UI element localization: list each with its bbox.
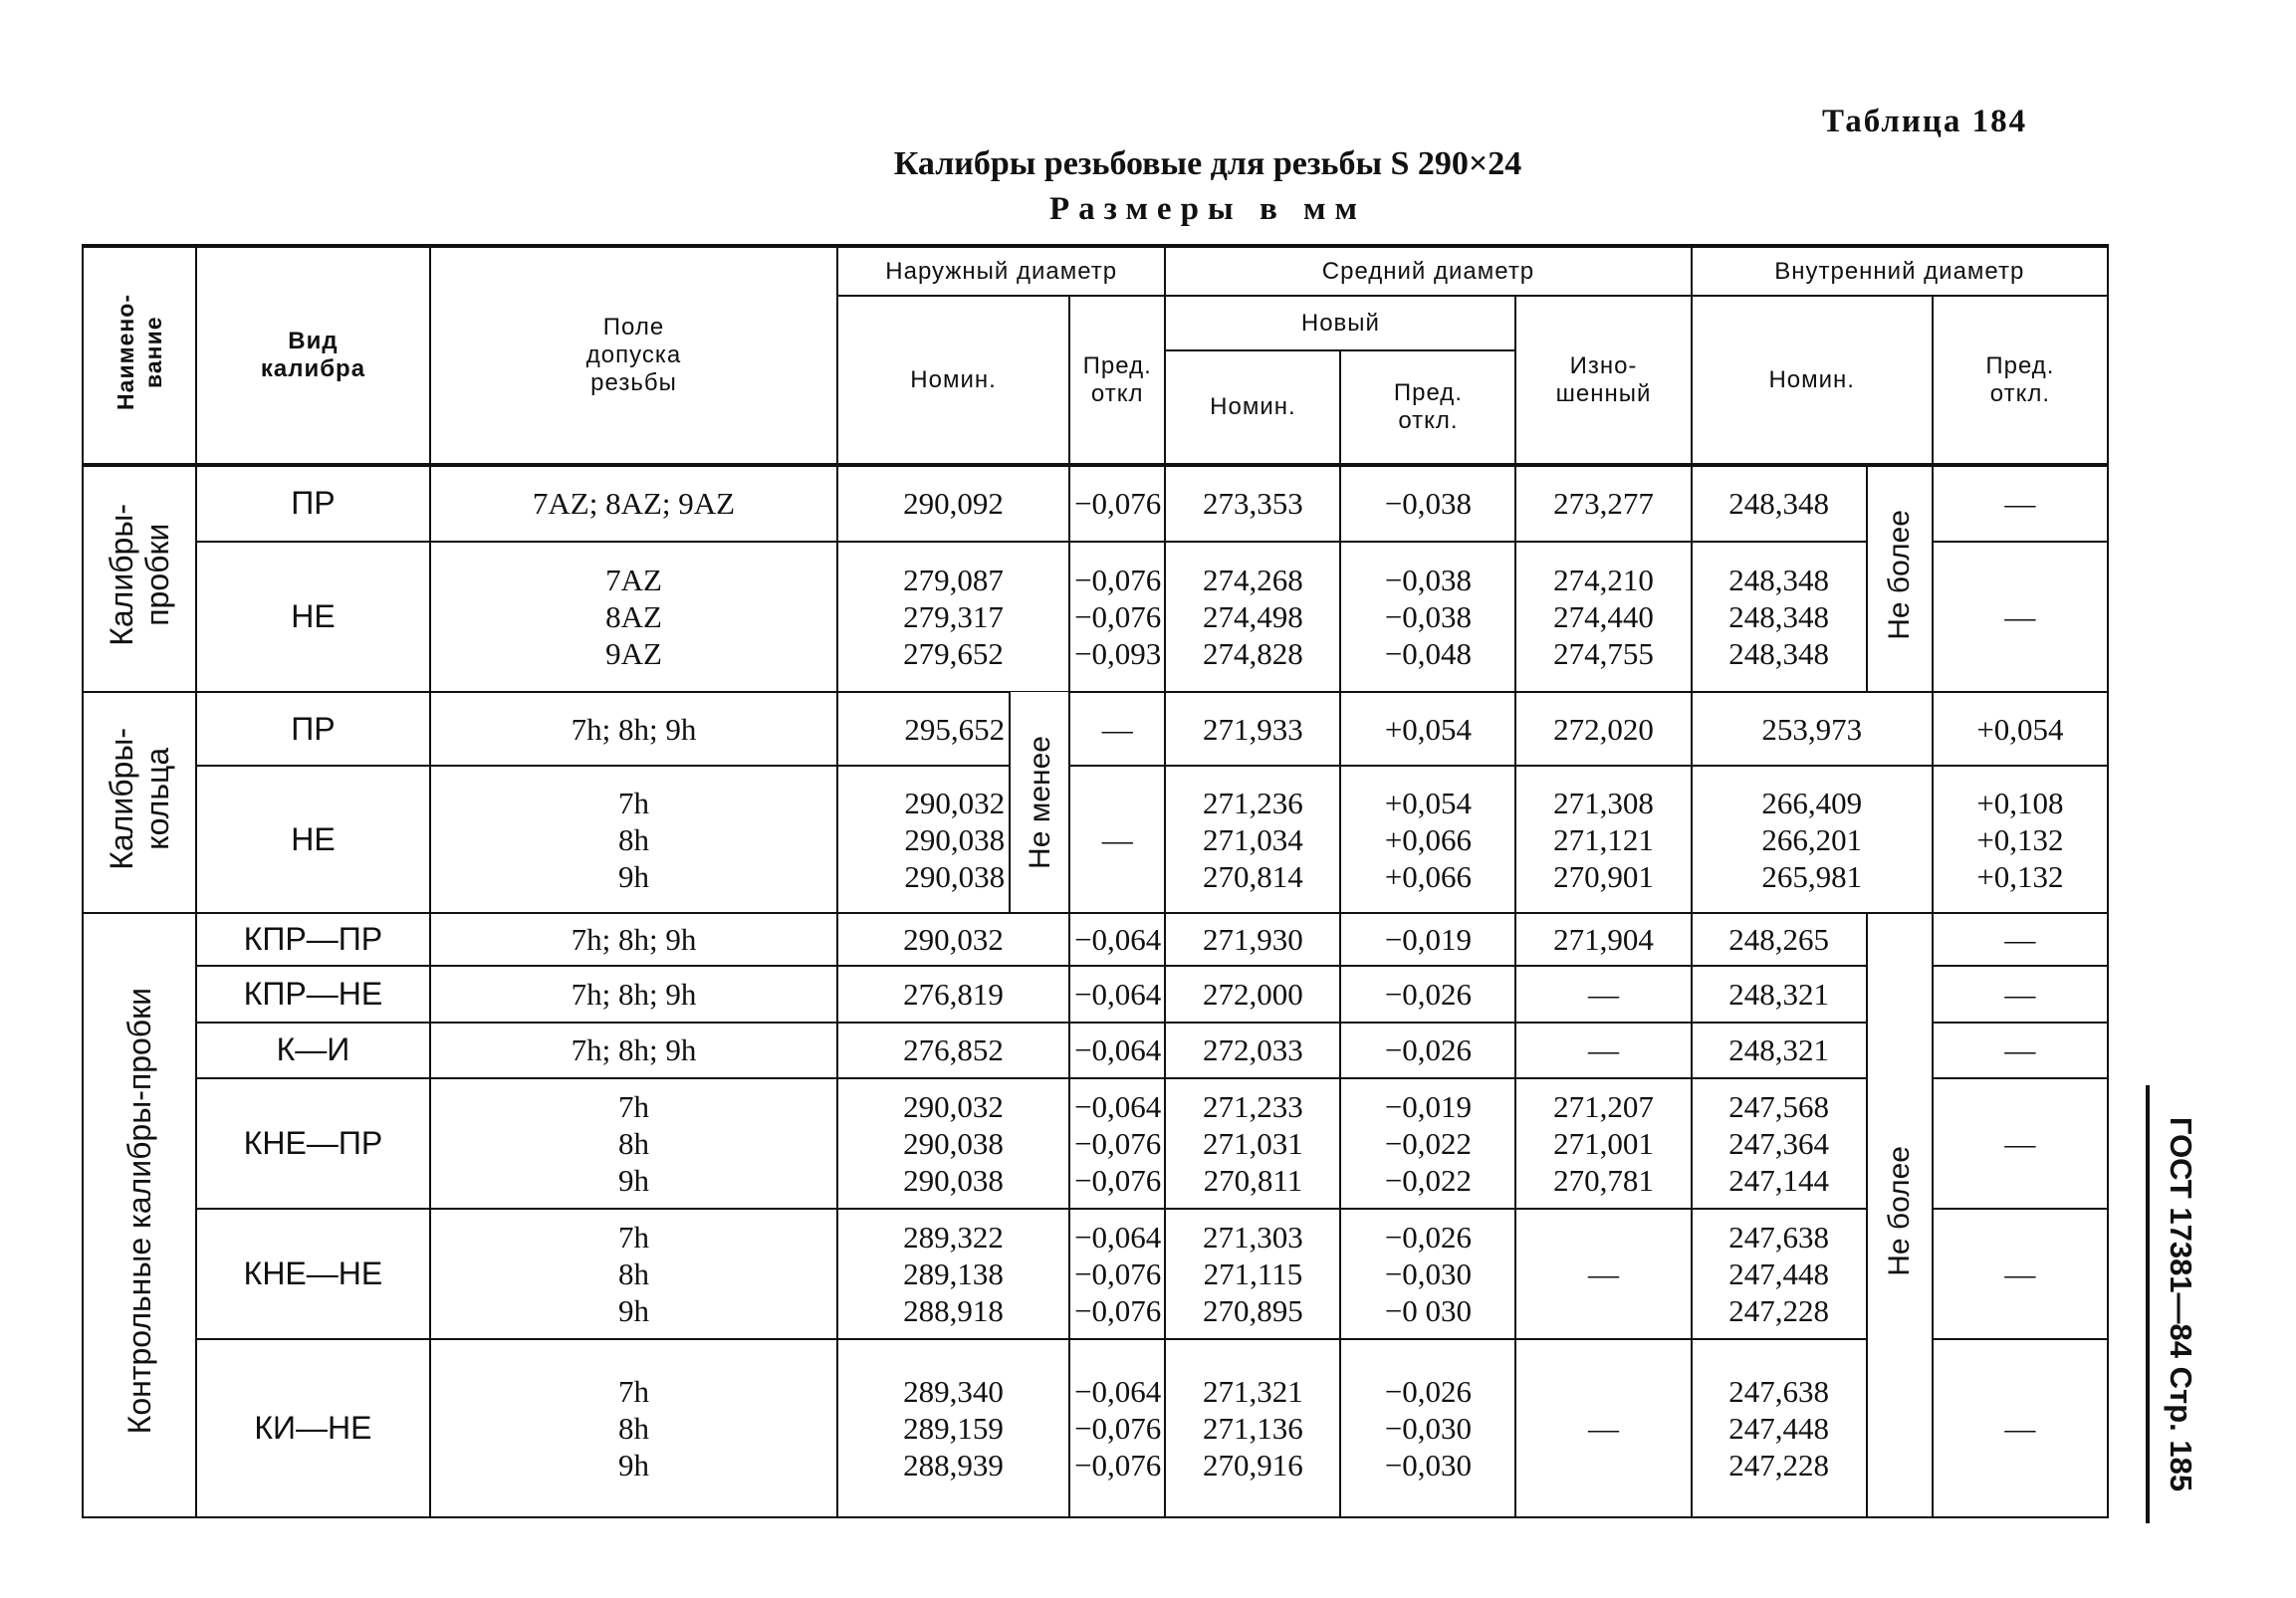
- cell-middle-dev: −0,026 −0,030 −0,030: [1340, 1339, 1515, 1517]
- cell-worn: 274,210 274,440 274,755: [1515, 542, 1691, 692]
- cell-inner-dev: —: [1933, 542, 2108, 692]
- header-outer-nom: Номин.: [837, 296, 1069, 465]
- cell-inner-nom: 247,568 247,364 247,144: [1692, 1078, 1867, 1209]
- cell-outer-nom: 289,322 289,138 288,918: [837, 1209, 1069, 1339]
- group-rings: Калибры- кольца: [83, 692, 196, 913]
- cell-inner-dev: —: [1933, 1339, 2108, 1517]
- header-middle-nom: Номин.: [1165, 350, 1340, 465]
- cell-kind: НЕ: [196, 542, 430, 692]
- cell-inner-dev: —: [1933, 966, 2108, 1022]
- cell-outer-dev: −0,064 −0,076 −0,076: [1069, 1339, 1165, 1517]
- cell-kind: КПР—ПР: [196, 913, 430, 966]
- cell-tolerance: 7h; 8h; 9h: [430, 913, 837, 966]
- header-new: Новый: [1165, 296, 1515, 350]
- cell-outer-dev: —: [1069, 692, 1165, 766]
- cell-middle-nom: 271,321 271,136 270,916: [1165, 1339, 1340, 1517]
- table-number: Таблица 184: [1822, 104, 2028, 139]
- cell-worn: 272,020: [1515, 692, 1691, 766]
- cell-tolerance: 7h 8h 9h: [430, 1078, 837, 1209]
- cell-kind: ПР: [196, 465, 430, 542]
- cell-inner-nom: 248,321: [1692, 1023, 1867, 1078]
- cell-inner-nom: 266,409 266,201 265,981: [1692, 766, 1933, 913]
- note-not-more: Не более: [1867, 913, 1933, 1517]
- cell-outer-dev: −0,064 −0,076 −0,076: [1069, 1209, 1165, 1339]
- cell-middle-dev: −0,038 −0,038 −0,048: [1340, 542, 1515, 692]
- cell-middle-dev: −0,026: [1340, 966, 1515, 1022]
- cell-worn: 271,207 271,001 270,781: [1515, 1078, 1691, 1209]
- cell-outer-dev: −0,064: [1069, 913, 1165, 966]
- note-not-less: Не менее: [1009, 692, 1068, 912]
- cell-middle-dev: −0,026 −0,030 −0 030: [1340, 1209, 1515, 1339]
- cell-inner-nom: 247,638 247,448 247,228: [1692, 1209, 1867, 1339]
- header-middle-dev: Пред. откл.: [1340, 350, 1515, 465]
- cell-worn: —: [1515, 1209, 1691, 1339]
- table-title: Калибры резьбовые для резьбы S 290×24: [893, 145, 1522, 182]
- cell-inner-nom: 247,638 247,448 247,228: [1692, 1339, 1867, 1517]
- cell-kind: НЕ: [196, 766, 430, 913]
- header-name: Наимено- вание: [83, 246, 196, 465]
- units-caption: Размеры в мм: [1049, 191, 1366, 227]
- cell-tolerance: 7h 8h 9h: [430, 766, 837, 913]
- cell-tolerance: 7h; 8h; 9h: [430, 966, 837, 1022]
- cell-outer-nom: 290,092: [837, 465, 1069, 542]
- cell-worn: 271,308 271,121 270,901: [1515, 766, 1691, 913]
- cell-middle-dev: +0,054 +0,066 +0,066: [1340, 766, 1515, 913]
- cell-tolerance: 7AZ; 8AZ; 9AZ: [430, 465, 837, 542]
- cell-tolerance: 7h; 8h; 9h: [430, 1023, 837, 1078]
- cell-middle-nom: 271,233 271,031 270,811: [1165, 1078, 1340, 1209]
- cell-middle-nom: 274,268 274,498 274,828: [1165, 542, 1340, 692]
- header-kind: Вид калибра: [196, 246, 430, 465]
- cell-kind: КПР—НЕ: [196, 966, 430, 1022]
- cell-outer-nom: 276,852: [837, 1023, 1069, 1078]
- note-not-more: Не более: [1867, 465, 1933, 692]
- side-rule: [2146, 1085, 2150, 1523]
- cell-kind: ПР: [196, 692, 430, 766]
- cell-outer-nom: 295,652: [837, 692, 1069, 766]
- header-inner-diameter: Внутренний диаметр: [1692, 246, 2108, 296]
- header-outer-dev: Пред. откл: [1069, 296, 1165, 465]
- cell-outer-dev: −0,076 −0,076 −0,093: [1069, 542, 1165, 692]
- cell-tolerance: 7h 8h 9h: [430, 1339, 837, 1517]
- cell-kind: КИ—НЕ: [196, 1339, 430, 1517]
- cell-tolerance: 7h; 8h; 9h: [430, 692, 837, 766]
- cell-worn: —: [1515, 1023, 1691, 1078]
- cell-inner-nom: 248,348 248,348 248,348: [1692, 542, 1867, 692]
- group-control: Контрольные калибры-пробки: [83, 913, 196, 1517]
- cell-outer-nom: 290,032 290,038 290,038 Не менее: [837, 766, 1069, 913]
- cell-inner-dev: —: [1933, 465, 2108, 542]
- cell-outer-nom: 289,340 289,159 288,939: [837, 1339, 1069, 1517]
- cell-inner-nom: 248,265: [1692, 913, 1867, 966]
- cell-outer-dev: −0,064 −0,076 −0,076: [1069, 1078, 1165, 1209]
- cell-inner-nom: 248,348: [1692, 465, 1867, 542]
- cell-worn: —: [1515, 1339, 1691, 1517]
- cell-kind: КНЕ—НЕ: [196, 1209, 430, 1339]
- cell-middle-nom: 271,930: [1165, 913, 1340, 966]
- cell-outer-nom: 279,087 279,317 279,652: [837, 542, 1069, 692]
- cell-worn: 271,904: [1515, 913, 1691, 966]
- cell-outer-nom: 276,819: [837, 966, 1069, 1022]
- header-middle-diameter: Средний диаметр: [1165, 246, 1691, 296]
- cell-middle-nom: 273,353: [1165, 465, 1340, 542]
- gauges-table: [82, 244, 2109, 1518]
- cell-inner-dev: —: [1933, 1023, 2108, 1078]
- cell-middle-nom: 272,000: [1165, 966, 1340, 1022]
- cell-inner-dev: —: [1933, 913, 2108, 966]
- header-tolerance: Поле допуска резьбы: [430, 246, 837, 465]
- cell-outer-dev: −0,064: [1069, 966, 1165, 1022]
- cell-inner-nom: 253,973: [1692, 692, 1933, 766]
- cell-inner-dev: +0,108 +0,132 +0,132: [1933, 766, 2108, 913]
- cell-outer-nom: 290,032: [837, 913, 1069, 966]
- header-worn: Изно- шенный: [1515, 296, 1691, 465]
- cell-middle-nom: 271,933: [1165, 692, 1340, 766]
- cell-middle-dev: −0,038: [1340, 465, 1515, 542]
- cell-middle-nom: 272,033: [1165, 1023, 1340, 1078]
- cell-worn: —: [1515, 966, 1691, 1022]
- cell-outer-dev: −0,064: [1069, 1023, 1165, 1078]
- cell-inner-dev: —: [1933, 1209, 2108, 1339]
- cell-kind: КНЕ—ПР: [196, 1078, 430, 1209]
- cell-middle-dev: −0,019: [1340, 913, 1515, 966]
- cell-tolerance: 7AZ 8AZ 9AZ: [430, 542, 837, 692]
- cell-inner-dev: —: [1933, 1078, 2108, 1209]
- cell-outer-dev: −0,076: [1069, 465, 1165, 542]
- cell-worn: 273,277: [1515, 465, 1691, 542]
- group-plugs: Калибры- пробки: [83, 465, 196, 692]
- cell-middle-nom: 271,236 271,034 270,814: [1165, 766, 1340, 913]
- cell-middle-dev: −0,019 −0,022 −0,022: [1340, 1078, 1515, 1209]
- cell-middle-dev: +0,054: [1340, 692, 1515, 766]
- cell-kind: К—И: [196, 1023, 430, 1078]
- cell-tolerance: 7h 8h 9h: [430, 1209, 837, 1339]
- cell-outer-nom: 290,032 290,038 290,038: [837, 1078, 1069, 1209]
- cell-middle-nom: 271,303 271,115 270,895: [1165, 1209, 1340, 1339]
- cell-inner-nom: 248,321: [1692, 966, 1867, 1022]
- header-inner-dev: Пред. откл.: [1933, 296, 2108, 465]
- header-inner-nom: Номин.: [1692, 296, 1933, 465]
- header-outer-diameter: Наружный диаметр: [837, 246, 1165, 296]
- cell-outer-dev: —: [1069, 766, 1165, 913]
- cell-inner-dev: +0,054: [1933, 692, 2108, 766]
- cell-middle-dev: −0,026: [1340, 1023, 1515, 1078]
- side-label: ГОСТ 17381—84 Стр. 185: [2164, 1116, 2198, 1492]
